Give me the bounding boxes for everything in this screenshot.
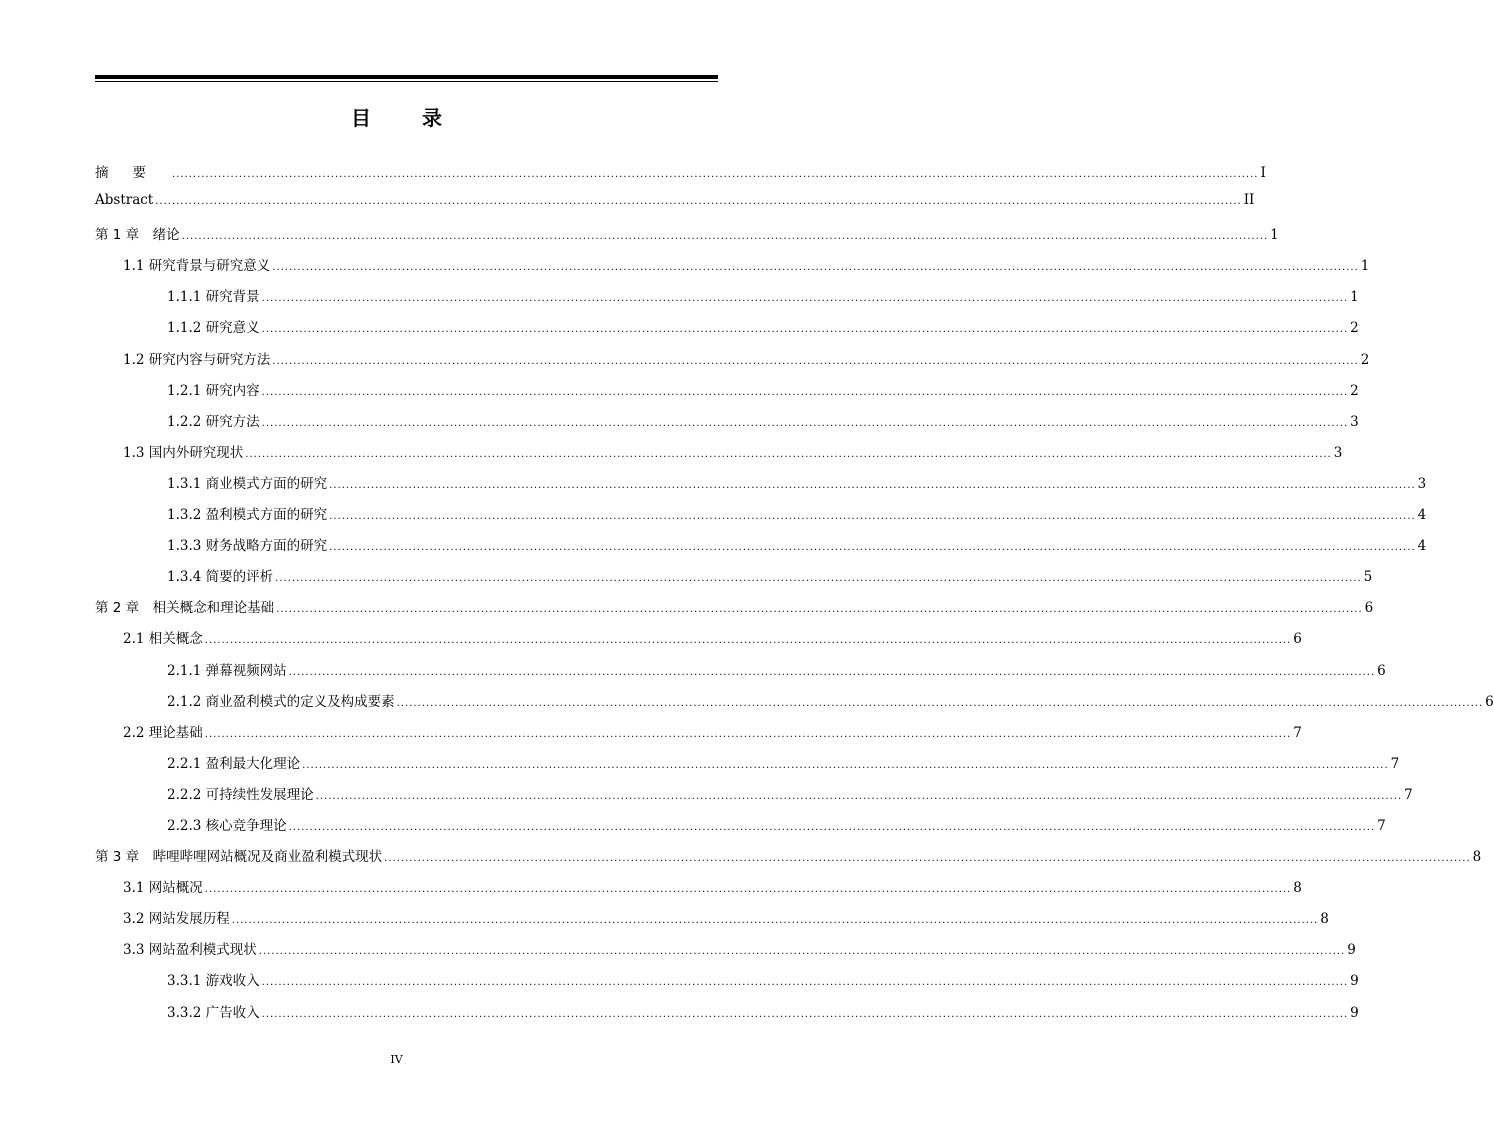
toc-entry-page: II (1243, 192, 1255, 209)
dot-leader: .................................................................................................................................................................................................................................................................... (384, 853, 1471, 865)
toc-entry-label: Abstract (95, 192, 154, 209)
dot-leader: .................................................................................................................................................................................................................................................................... (315, 790, 1403, 802)
toc-entry-page: 8 (1320, 911, 1329, 928)
toc-entry[interactable] (95, 192, 1255, 223)
dot-leader: .................................................................................................................................................................................................................................................................... (302, 759, 1389, 771)
dot-leader: .................................................................................................................................................................................................................................................................... (275, 573, 1362, 585)
toc-entry[interactable] (95, 627, 1302, 658)
toc-entry[interactable] (95, 845, 1482, 876)
toc-entry-page: 3 (1333, 444, 1343, 461)
dot-leader: .................................................................................................................................................................................................................................................................... (155, 196, 1242, 208)
dot-leader: .................................................................................................................................................................................................................................................................... (396, 697, 1484, 709)
toc-entry-label: 2.1 相关概念 (123, 631, 203, 648)
toc-entry-page: 1 (1360, 258, 1370, 275)
toc-entry-label: 3.3.1 游戏收入 (167, 973, 260, 990)
toc-entry-page: 7 (1377, 817, 1386, 834)
toc-entry-label: 1.2 研究内容与研究方法 (123, 351, 271, 368)
toc-entry-label: 1.3.3 财务战略方面的研究 (167, 538, 328, 555)
toc-entry[interactable] (95, 596, 1374, 627)
toc-entry-page: 7 (1293, 724, 1302, 741)
toc-entry-page: 7 (1390, 755, 1400, 772)
dot-leader: .................................................................................................................................................................................................................................................................... (272, 262, 1359, 274)
toc-entry[interactable] (95, 285, 1359, 316)
toc-entry-label: 第 3 章 哔哩哔哩网站概况及商业盈利模式现状 (95, 849, 383, 866)
toc-entry[interactable] (95, 223, 1279, 254)
toc-entry[interactable] (95, 938, 1356, 969)
toc-entry-label: 2.1.2 商业盈利模式的定义及构成要素 (167, 693, 395, 710)
toc-entry-label: 2.2.3 核心竞争理论 (167, 817, 287, 834)
toc-entry-label: 2.2 理论基础 (123, 724, 203, 741)
toc-entry-label: 1.3.1 商业模式方面的研究 (167, 475, 328, 492)
dot-leader: .................................................................................................................................................................................................................................................................... (261, 977, 1349, 989)
dot-leader: .................................................................................................................................................................................................................................................................... (329, 542, 1416, 554)
toc-entry[interactable] (95, 348, 1370, 379)
toc-entry-page: 3 (1417, 475, 1427, 492)
toc-entry[interactable] (95, 503, 1427, 534)
toc-entry-label: 第 1 章 绪论 (95, 227, 180, 244)
toc-entry-label: 1.2.2 研究方法 (167, 413, 260, 430)
toc-entry-label: 2.2.1 盈利最大化理论 (167, 755, 301, 772)
toc-entry-label: 1.2.1 研究内容 (167, 382, 260, 399)
toc-entry-page: 6 (1485, 693, 1494, 710)
toc-entry-label: 3.3.2 广告收入 (167, 1004, 260, 1021)
toc-entry-page: 2 (1360, 351, 1370, 368)
toc-entry[interactable] (95, 969, 1359, 1000)
toc-entry[interactable] (95, 876, 1302, 907)
toc-entry[interactable] (95, 814, 1386, 845)
dot-leader: .................................................................................................................................................................................................................................................................... (258, 946, 1346, 958)
toc-entry-page: 9 (1350, 973, 1359, 990)
dot-leader: .................................................................................................................................................................................................................................................................... (288, 821, 1376, 833)
toc-entry-label: 1.3.4 简要的评析 (167, 569, 274, 586)
toc-entry-label: 1.1.2 研究意义 (167, 320, 260, 337)
toc-entry-page: 4 (1417, 507, 1427, 524)
toc-entry[interactable] (95, 534, 1427, 565)
header-rule-thin (95, 81, 718, 82)
dot-leader: .................................................................................................................................................................................................................................................................... (261, 417, 1349, 429)
toc-entry[interactable] (95, 410, 1359, 441)
dot-leader: .................................................................................................................................................................................................................................................................... (261, 293, 1349, 305)
toc-entry-label: 3.3 网站盈利模式现状 (123, 942, 257, 959)
toc-entry-label: 1.3.2 盈利模式方面的研究 (167, 507, 328, 524)
toc-entry[interactable] (95, 907, 1329, 938)
toc-entry-page: 2 (1350, 382, 1359, 399)
toc-entry-page: 5 (1363, 569, 1373, 586)
dot-leader: .................................................................................................................................................................................................................................................................... (181, 231, 1269, 243)
dot-leader: .................................................................................................................................................................................................................................................................... (272, 355, 1359, 367)
toc-entry-page: 6 (1364, 600, 1374, 617)
toc-entry[interactable] (95, 379, 1359, 410)
toc-entry-label: 2.2.2 可持续性发展理论 (167, 786, 314, 803)
dot-leader: .................................................................................................................................................................................................................................................................... (245, 448, 1332, 460)
toc-entry[interactable] (95, 316, 1359, 347)
toc-entry[interactable] (95, 721, 1302, 752)
toc-entry-label: 3.2 网站发展历程 (123, 911, 230, 928)
dot-leader: .................................................................................................................................................................................................................................................................... (261, 324, 1349, 336)
toc-entry[interactable] (95, 441, 1343, 472)
dot-leader: .................................................................................................................................................................................................................................................................... (276, 604, 1363, 616)
toc-entry[interactable] (95, 659, 1386, 690)
toc-entry-page: 9 (1347, 942, 1356, 959)
toc-entry-page: 1 (1270, 227, 1279, 244)
toc-entry-page: 8 (1293, 880, 1302, 897)
toc-entry-page: 6 (1377, 662, 1386, 679)
toc-entry[interactable] (95, 254, 1370, 285)
page-number: IV (390, 1053, 403, 1066)
table-of-contents (95, 161, 1494, 1032)
dot-leader: .................................................................................................................................................................................................................................................................... (329, 479, 1416, 491)
dot-leader: .................................................................................................................................................................................................................................................................... (288, 666, 1376, 678)
toc-entry[interactable] (95, 783, 1413, 814)
dot-leader: .................................................................................................................................................................................................................................................................... (204, 635, 1292, 647)
toc-entry-page: 2 (1350, 320, 1359, 337)
toc-entry-page: 1 (1350, 289, 1359, 306)
toc-entry-label: 1.1 研究背景与研究意义 (123, 258, 271, 275)
toc-entry-page: 6 (1293, 631, 1302, 648)
toc-entry[interactable] (95, 472, 1427, 503)
toc-entry-label: 1.1.1 研究背景 (167, 289, 260, 306)
dot-leader: .................................................................................................................................................................................................................................................................... (261, 1008, 1349, 1020)
toc-title: 目 录 (351, 106, 464, 130)
toc-entry-page: 3 (1350, 413, 1359, 430)
toc-entry-page: 7 (1404, 786, 1413, 803)
toc-entry[interactable] (95, 752, 1400, 783)
toc-entry-label: 2.1.1 弹幕视频网站 (167, 662, 287, 679)
toc-entry-page: 4 (1417, 538, 1427, 555)
dot-leader: .................................................................................................................................................................................................................................................................... (172, 169, 1259, 180)
dot-leader: .................................................................................................................................................................................................................................................................... (261, 386, 1349, 398)
toc-entry-page: 8 (1472, 849, 1482, 866)
dot-leader: .................................................................................................................................................................................................................................................................... (329, 511, 1416, 523)
toc-entry-label: 摘要 (95, 165, 170, 181)
toc-entry[interactable] (95, 161, 1266, 192)
toc-entry-page: 9 (1350, 1004, 1359, 1021)
dot-leader: .................................................................................................................................................................................................................................................................... (204, 728, 1292, 740)
toc-entry-label: 3.1 网站概况 (123, 880, 203, 897)
toc-entry-page: I (1260, 165, 1266, 181)
toc-entry-label: 第 2 章 相关概念和理论基础 (95, 600, 275, 617)
toc-entry[interactable] (95, 565, 1373, 596)
header-rule-thick (95, 75, 718, 79)
dot-leader: .................................................................................................................................................................................................................................................................... (204, 884, 1292, 896)
toc-entry-label: 1.3 国内外研究现状 (123, 444, 244, 461)
dot-leader: .................................................................................................................................................................................................................................................................... (231, 915, 1319, 927)
toc-entry[interactable] (95, 1001, 1359, 1032)
toc-entry[interactable] (95, 690, 1494, 721)
